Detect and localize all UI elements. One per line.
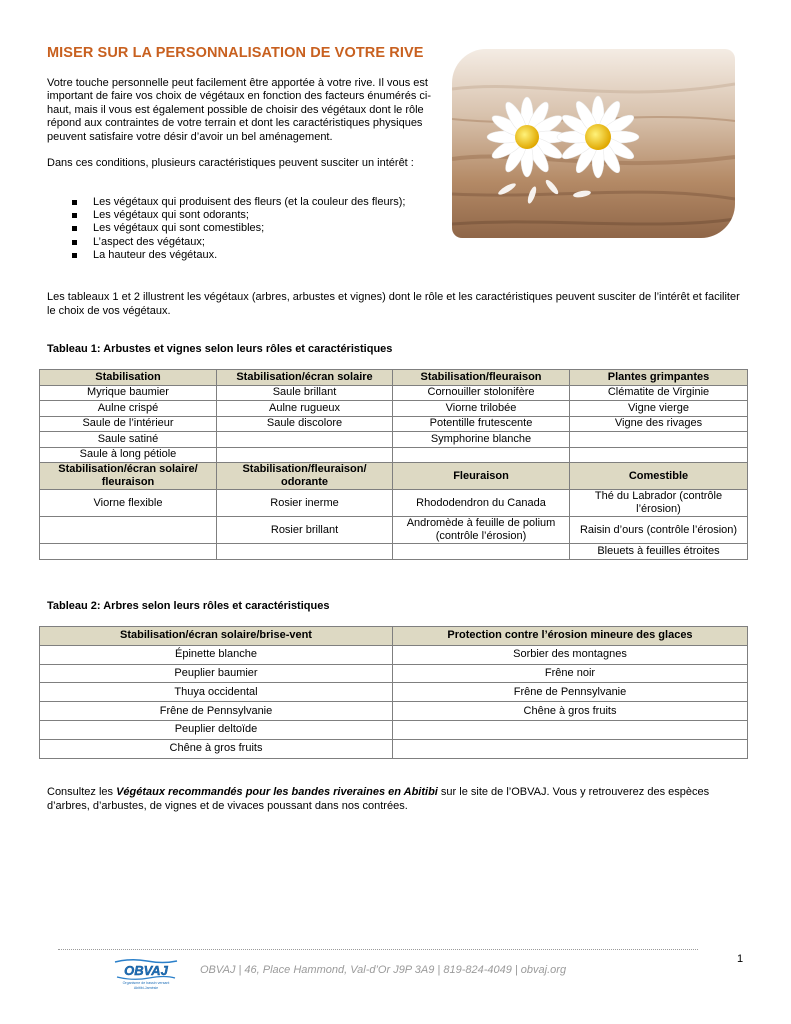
table-cell bbox=[570, 432, 748, 448]
table-cell: Clématite de Virginie bbox=[570, 385, 748, 401]
conditions-paragraph: Dans ces conditions, plusieurs caractéristiques peuvent susciter un intérêt : bbox=[47, 157, 414, 170]
table-cell bbox=[570, 447, 748, 463]
footer-contact: OBVAJ | 46, Place Hammond, Val-d’Or J9P 3A9 | 819-824-4049 | obvaj.org bbox=[200, 964, 567, 976]
intro-section bbox=[47, 77, 442, 170]
table-cell: Épinette blanche bbox=[40, 645, 393, 664]
table-cell: Rosier brillant bbox=[217, 517, 393, 544]
table-cell bbox=[393, 544, 570, 560]
table-cell: Peuplier baumier bbox=[40, 664, 393, 683]
table-row bbox=[40, 517, 748, 544]
tables-intro-paragraph: Les tableaux 1 et 2 illustrent les végétaux (arbres, arbustes et vignes) dont le rôle et les caractéristiques peuvent susciter de l’intérêt et faciliter le choix de vos végétaux. bbox=[47, 291, 740, 317]
table-row bbox=[40, 544, 748, 560]
table-header-row bbox=[40, 463, 748, 490]
characteristics-list bbox=[47, 196, 405, 262]
table-cell: Myrique baumier bbox=[40, 385, 217, 401]
table-row bbox=[40, 645, 748, 664]
obvaj-logo bbox=[113, 958, 179, 992]
table-cell bbox=[217, 432, 393, 448]
table-cell: Rosier inerme bbox=[217, 490, 393, 517]
column-header: Stabilisation/fleuraison/ odorante bbox=[217, 463, 393, 490]
table-row bbox=[40, 702, 748, 721]
table-row bbox=[40, 683, 748, 702]
column-header: Stabilisation bbox=[40, 370, 217, 386]
table-cell: Vigne des rivages bbox=[570, 416, 748, 432]
table-cell: Saule à long pétiole bbox=[40, 447, 217, 463]
table-row bbox=[40, 385, 748, 401]
table-cell: Andromède à feuille de polium (contrôle l’érosion) bbox=[393, 517, 570, 544]
trees-table bbox=[39, 626, 748, 759]
table-cell: Aulne crispé bbox=[40, 401, 217, 417]
table-row bbox=[40, 664, 748, 683]
table-cell: Symphorine blanche bbox=[393, 432, 570, 448]
table-cell bbox=[40, 544, 217, 560]
table-row bbox=[40, 490, 748, 517]
closing-text-start: Consultez les bbox=[47, 786, 117, 798]
table-cell: Saule brillant bbox=[217, 385, 393, 401]
list-item: Les végétaux qui sont comestibles; bbox=[47, 222, 405, 235]
shrubs-vines-table bbox=[39, 369, 748, 560]
table-row bbox=[40, 401, 748, 417]
list-item: La hauteur des végétaux. bbox=[47, 249, 405, 262]
logo-subtitle: Organisme de bassin versant bbox=[122, 981, 170, 985]
logo-text: OBVAJ bbox=[124, 963, 168, 978]
table-cell: Thé du Labrador (contrôle l’érosion) bbox=[570, 490, 748, 517]
table-cell: Rhododendron du Canada bbox=[393, 490, 570, 517]
column-header: Stabilisation/fleuraison bbox=[393, 370, 570, 386]
table2-caption: Tableau 2: Arbres selon leurs rôles et caractéristiques bbox=[47, 600, 330, 612]
footer-divider bbox=[58, 949, 698, 950]
table-cell bbox=[393, 447, 570, 463]
column-header: Comestible bbox=[570, 463, 748, 490]
table-cell: Saule satiné bbox=[40, 432, 217, 448]
table-cell: Sorbier des montagnes bbox=[393, 645, 748, 664]
logo-subtitle: Abitibi-Jamésie bbox=[133, 986, 159, 990]
table-cell: Chêne à gros fruits bbox=[40, 739, 393, 758]
table-cell: Saule discolore bbox=[217, 416, 393, 432]
column-header: Stabilisation/écran solaire/ fleuraison bbox=[40, 463, 217, 490]
list-item: Les végétaux qui sont odorants; bbox=[47, 209, 405, 222]
table-cell bbox=[393, 720, 748, 739]
table-header-row bbox=[40, 627, 748, 646]
table-cell: Peuplier deltoïde bbox=[40, 720, 393, 739]
table-cell bbox=[40, 517, 217, 544]
table-cell: Chêne à gros fruits bbox=[393, 702, 748, 721]
column-header: Fleuraison bbox=[393, 463, 570, 490]
table-cell bbox=[393, 739, 748, 758]
list-item: Les végétaux qui produisent des fleurs (et la couleur des fleurs); bbox=[47, 196, 405, 209]
column-header: Stabilisation/écran solaire bbox=[217, 370, 393, 386]
table-cell: Raisin d’ours (contrôle l’érosion) bbox=[570, 517, 748, 544]
list-item: L’aspect des végétaux; bbox=[47, 236, 405, 249]
table-row bbox=[40, 720, 748, 739]
table-cell: Frêne de Pennsylvanie bbox=[40, 702, 393, 721]
table-row bbox=[40, 432, 748, 448]
page-number: 1 bbox=[737, 953, 744, 965]
table-cell: Thuya occidental bbox=[40, 683, 393, 702]
table-cell: Viorne trilobée bbox=[393, 401, 570, 417]
table1-caption: Tableau 1: Arbustes et vignes selon leurs rôles et caractéristiques bbox=[47, 343, 393, 355]
daisies-photo bbox=[452, 49, 735, 238]
table-cell: Bleuets à feuilles étroites bbox=[570, 544, 748, 560]
table-cell bbox=[217, 544, 393, 560]
table-header-row bbox=[40, 370, 748, 386]
table-cell: Aulne rugueux bbox=[217, 401, 393, 417]
column-header: Plantes grimpantes bbox=[570, 370, 748, 386]
intro-paragraph: Votre touche personnelle peut facilement être apportée à votre rive. Il vous est important de faire vos choix de végétaux en fonction des facteurs énumérés ci-haut, mais il vous est également possible de choisir des végétaux dont le rôle répond aux contraintes de votre terrain et dont les caractéristiques physiques peuvent satisfaire votre désir d’avoir un bel aménagement. bbox=[47, 77, 431, 143]
table-row bbox=[40, 739, 748, 758]
table-cell: Vigne vierge bbox=[570, 401, 748, 417]
table-cell: Viorne flexible bbox=[40, 490, 217, 517]
column-header: Protection contre l’érosion mineure des glaces bbox=[393, 627, 748, 646]
table-cell: Potentille frutescente bbox=[393, 416, 570, 432]
page-title: MISER SUR LA PERSONNALISATION DE VOTRE RIVE bbox=[47, 45, 424, 61]
closing-paragraph bbox=[47, 785, 752, 813]
table-cell: Saule de l’intérieur bbox=[40, 416, 217, 432]
column-header: Stabilisation/écran solaire/brise-vent bbox=[40, 627, 393, 646]
table-cell: Frêne noir bbox=[393, 664, 748, 683]
table-row bbox=[40, 416, 748, 432]
table-cell: Cornouiller stolonifère bbox=[393, 385, 570, 401]
table-cell bbox=[217, 447, 393, 463]
recommended-plants-link[interactable]: Végétaux recommandés pour les bandes riveraines en Abitibi bbox=[116, 786, 438, 798]
table-row bbox=[40, 447, 748, 463]
closing-text-end: sur le site de l’OBVAJ. Vous y retrouverez des espèces d’arbres, d’arbustes, de vignes et de vivaces poussant dans nos contrées. bbox=[47, 786, 710, 813]
table-cell: Frêne de Pennsylvanie bbox=[393, 683, 748, 702]
